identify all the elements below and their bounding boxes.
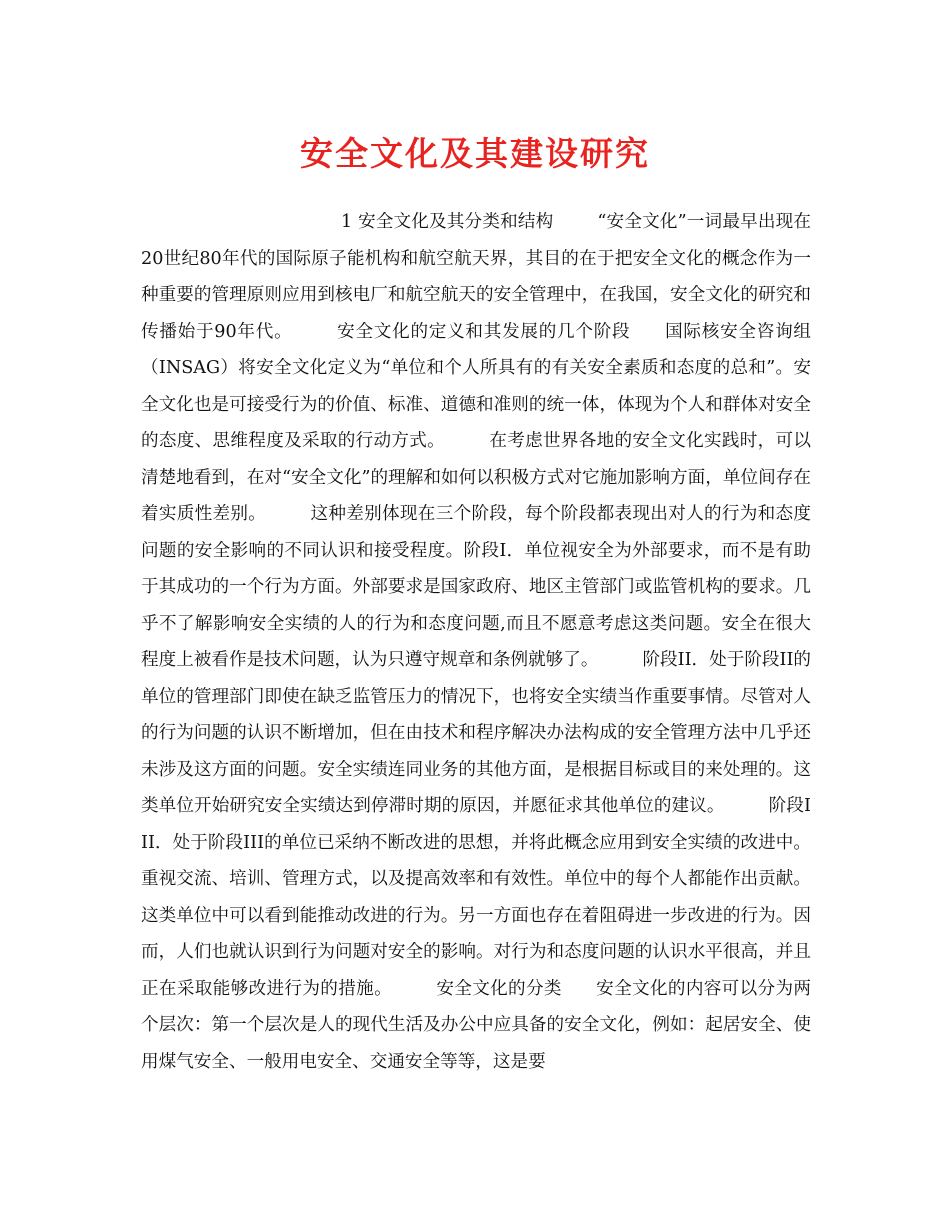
paragraph-stage-3: 阶段III．处于阶段III的单位已采纳不断改进的思想，并将此概念应用到安全实绩的改进中。重视交流、培训、管理方式，以及提高效率和有效性。单位中的每个人都能作出贡献。这类单位中可以看到能推动改进的行为。另一方面也存在着阻碍进一步改进的行为。因而，人们也就认识到行为问题对安全的影响。对行为和态度问题的认识水平很高，并且正在采取能够改进行为的措施。: [141, 796, 811, 999]
paragraph-practice: 在考虑世界各地的安全文化实践时，可以清楚地看到，在对“安全文化”的理解和如何以积极方式对它施加影响方面，单位间存在着实质性差别。: [141, 431, 811, 524]
paragraph-definition: 国际核安全咨询组（INSAG）将安全文化定义为“单位和个人所具有的有关安全素质和态度的总和”。安全文化也是可接受行为的价值、标准、道德和准则的统一体，体现为个人和群体对安全的态度、思维程度及采取的行动方式。: [141, 321, 811, 451]
paragraph-stage-1: 这种差别体现在三个阶段，每个阶段都表现出对人的行为和态度问题的安全影响的不同认识和接受程度。阶段I．单位视安全为外部要求，而不是有助于其成功的一个行为方面。外部要求是国家政府、地区主管部门或监管机构的要求。几乎不了解影响安全实绩的人的行为和态度问题,而且不愿意考虑这类问题。安全在很大程度上被看作是技术问题，认为只遵守规章和条例就够了。: [141, 504, 811, 670]
subsection-heading-definition: 安全文化的定义和其发展的几个阶段: [336, 321, 631, 342]
subsection-heading-classification: 安全文化的分类: [436, 978, 562, 999]
document-body: [141, 204, 811, 1080]
paragraph-origin: “安全文化”一词最早出现在20世纪80年代的国际原子能机构和航空航天界，其目的在于把安全文化的概念作为一种重要的管理原则应用到核电厂和航空航天的安全管理中，在我国，安全文化的研究和传播始于90年代。: [141, 212, 811, 342]
document-title: 安全文化及其建设研究: [300, 134, 650, 173]
paragraph-stage-2: 阶段II．处于阶段II的单位的管理部门即使在缺乏监管压力的情况下，也将安全实绩当作重要事情。尽管对人的行为问题的认识不断增加，但在由技术和程序解决办法构成的安全管理方法中几乎还未涉及这方面的问题。安全实绩连同业务的其他方面，是根据目标或目的来处理的。这类单位开始研究安全实绩达到停滞时期的原因，并愿征求其他单位的建议。: [141, 650, 812, 816]
section-heading-1: 1 安全文化及其分类和结构: [341, 212, 554, 232]
paragraph-classification: 安全文化的内容可以分为两个层次：第一个层次是人的现代生活及办公中应具备的安全文化，例如：起居安全、使用煤气安全、一般用电安全、交通安全等等，这是要: [141, 978, 811, 1072]
